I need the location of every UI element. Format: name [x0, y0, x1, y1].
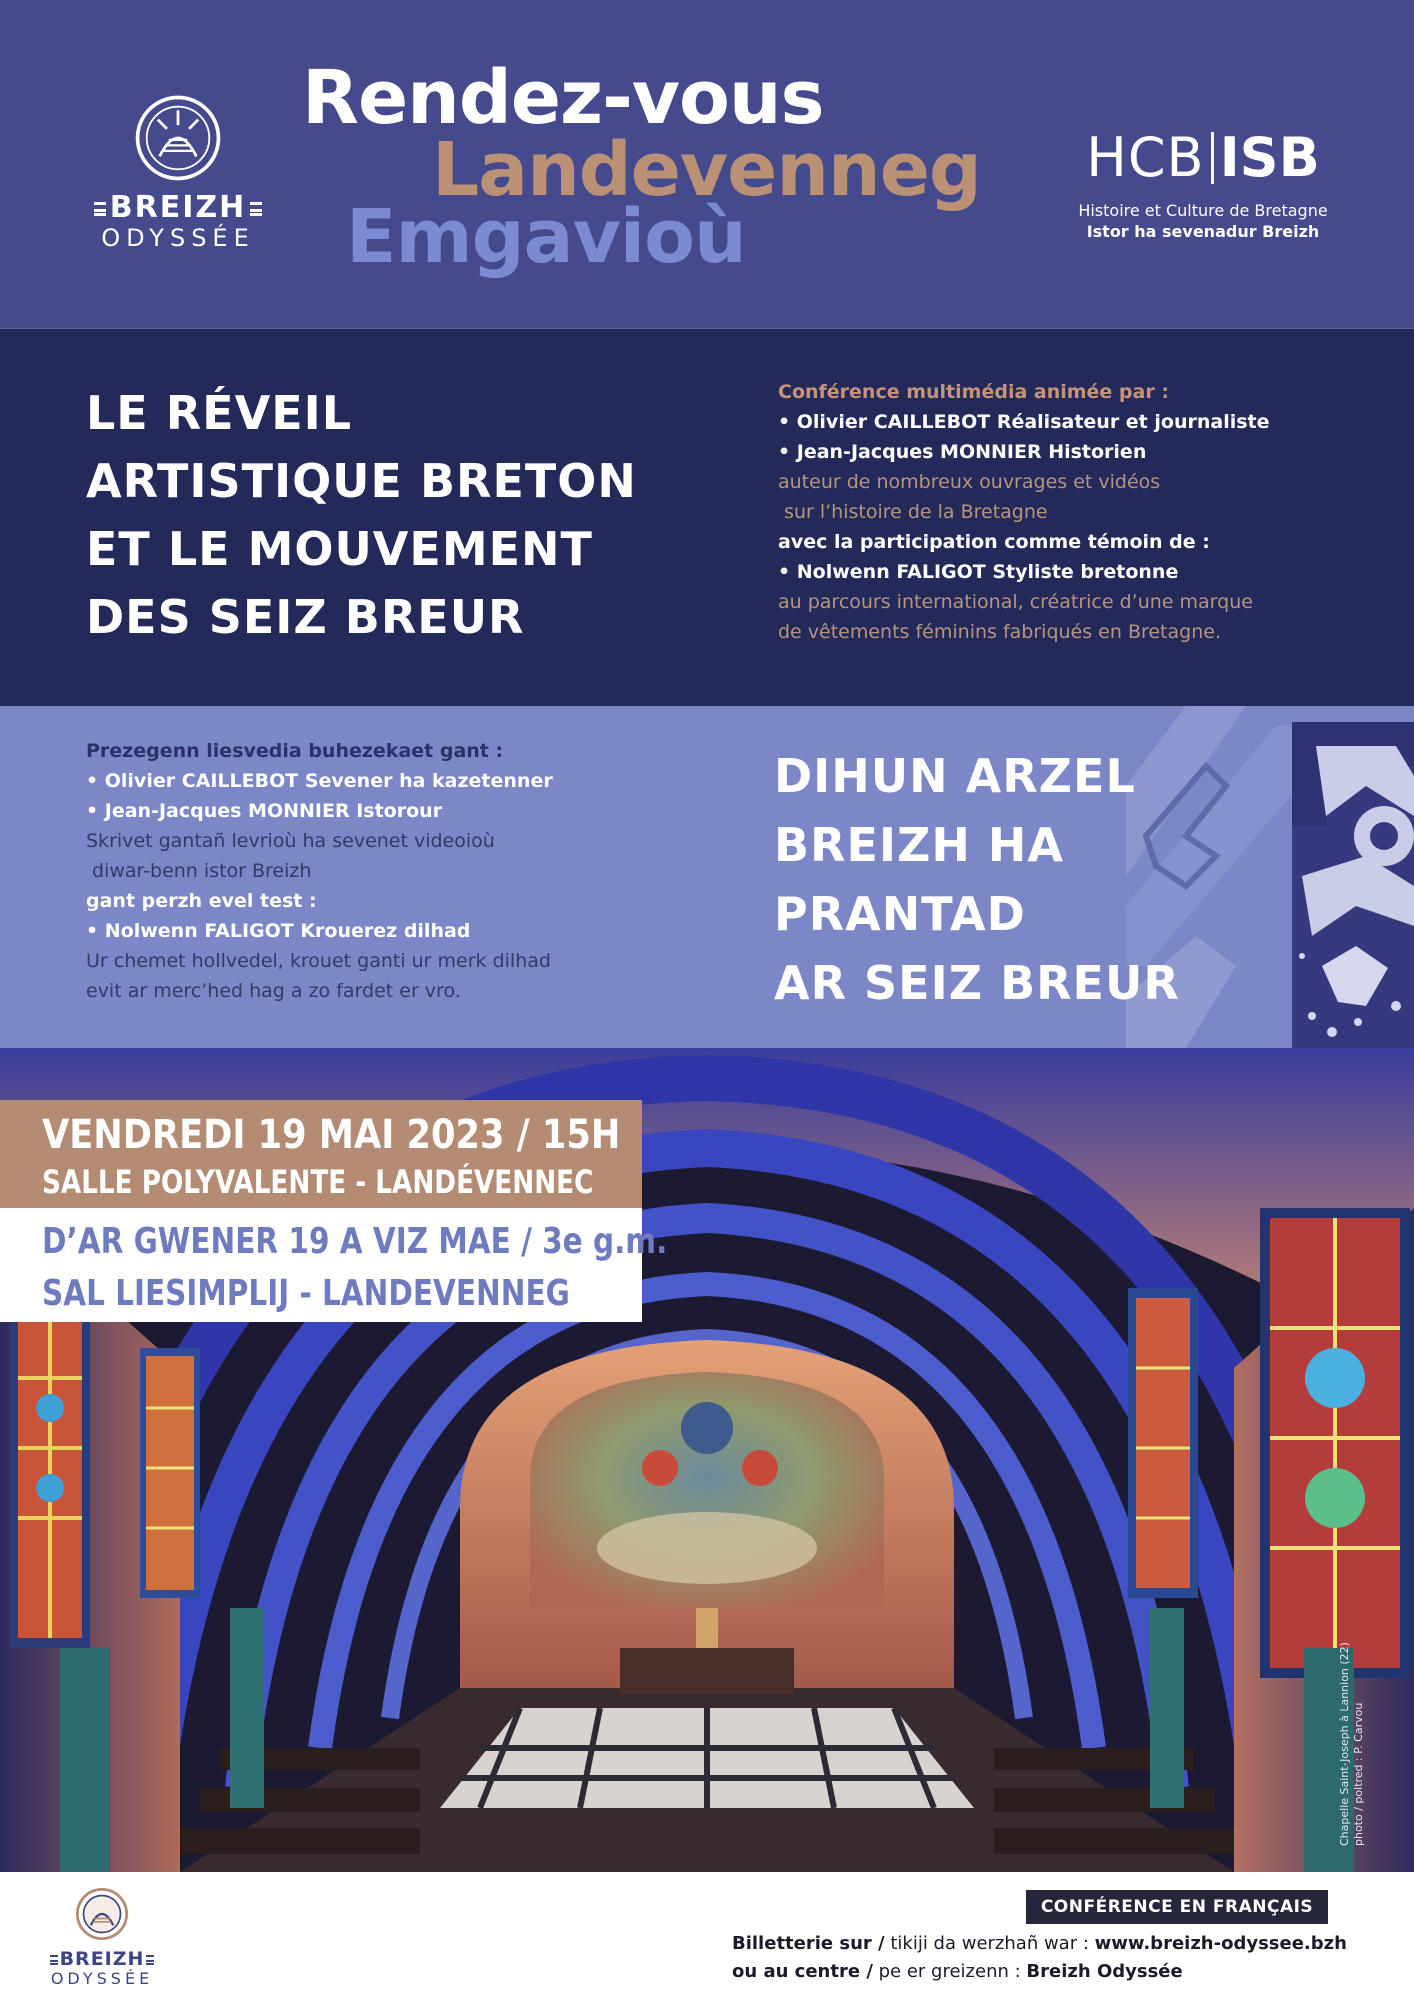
venue-br: SAL LIESIMPLIJ - LANDEVENNEG [42, 1273, 570, 1314]
breizh-odyssee-logo[interactable] [78, 92, 278, 252]
breton-title-line: BREIZH HA [774, 818, 1064, 872]
footer [0, 1872, 1414, 2000]
witness-heading-br: gant perzh evel test : [86, 890, 317, 912]
ticket-center-line: ou au centre / pe er greizenn : Breizh Odyssée [732, 1961, 1183, 1982]
venue-fr: SALLE POLYVALENTE - LANDÉVENNEC [42, 1163, 594, 1201]
speaker-monnier: • Jean-Jacques MONNIER Historien [778, 441, 1147, 463]
witness-faligot-desc: de vêtements féminins fabriqués en Bretagne. [778, 621, 1221, 643]
french-speakers [778, 377, 1398, 647]
breton-title-line: PRANTAD [774, 887, 1026, 941]
speaker-monnier-desc-br: diwar-benn istor Breizh [86, 860, 312, 882]
footer-logo-word-breizh: BREIZH [38, 1948, 166, 1970]
logo-word-odyssee: ODYSSÉE [101, 224, 255, 252]
witness-heading: avec la participation comme témoin de : [778, 531, 1210, 553]
speaker-monnier-desc: auteur de nombreux ouvrages et vidéos [778, 471, 1161, 493]
hcb-isb-logo[interactable] [1058, 128, 1348, 242]
ticket-online-line: Billetterie sur / tikiji da werzhañ war : www.breizh-odyssee.bzh [732, 1933, 1347, 1954]
photo-credit [1338, 1642, 1366, 1846]
french-title-line: DES SEIZ BREUR [86, 590, 525, 644]
event-date-breton [0, 1208, 668, 1322]
hcb-subtitle-fr: Histoire et Culture de Bretagne [1078, 201, 1328, 220]
breton-title-line: DIHUN ARZEL [774, 749, 1136, 803]
french-title-line: LE RÉVEIL [86, 386, 353, 440]
breton-section [0, 706, 1414, 1048]
witness-faligot-desc: au parcours international, créatrice d’une marque [778, 591, 1253, 613]
photo-credit-line: photo / poltred : P. Carvou [1352, 1702, 1365, 1846]
french-title-line: ET LE MOUVEMENT [86, 522, 593, 576]
footer-logo-word-odyssee: ODYSSÉE [50, 1969, 154, 1988]
breton-speakers [86, 736, 726, 1006]
french-section [0, 328, 1414, 706]
witness-faligot-desc-br: Ur chemet hollvedel, krouet ganti ur merk dilhad [86, 950, 551, 972]
photo-credit-line: Chapelle Saint-Joseph à Lannion (22) [1338, 1642, 1351, 1846]
breton-heading: Prezegenn liesvedia buhezekaet gant : [86, 740, 504, 762]
event-date-french [0, 1100, 642, 1208]
french-title [86, 379, 637, 651]
title-emgaviou: Emgavioù [346, 194, 746, 280]
speaker-caillebot-br: • Olivier CAILLEBOT Sevener ha kazetenner [86, 770, 553, 792]
ship-wheel-icon [74, 1886, 130, 1942]
breizh-odyssee-footer-logo[interactable] [38, 1886, 166, 1988]
date-time-br: D’AR GWENER 19 A VIZ MAE / 3e g.m. [42, 1221, 668, 1262]
witness-faligot-br: • Nolwenn FALIGOT Krouerez dilhad [86, 920, 471, 942]
speaker-monnier-desc: sur l’histoire de la Bretagne [778, 501, 1048, 523]
title-rendez-vous: Rendez-vous [302, 55, 824, 141]
hcb-isb-wordmark: HCB ISB [1086, 126, 1320, 189]
speaker-caillebot: • Olivier CAILLEBOT Réalisateur et journaliste [778, 411, 1270, 433]
ticketing-info [732, 1930, 1352, 1986]
ship-wheel-icon [132, 92, 224, 184]
ticket-url-link[interactable]: www.breizh-odyssee.bzh [1094, 1933, 1347, 1954]
french-heading: Conférence multimédia animée par : [778, 381, 1169, 403]
date-time-fr: VENDREDI 19 MAI 2023 / 15H [42, 1112, 621, 1158]
witness-faligot-desc-br: evit ar merc’hed hag a zo fardet er vro. [86, 980, 461, 1002]
header-banner [0, 0, 1414, 328]
title-landevenneg: Landevenneg [432, 127, 981, 213]
hcb-subtitle-br: Istor ha sevenadur Breizh [1086, 222, 1320, 241]
breton-title-line: AR SEIZ BREUR [774, 956, 1180, 1010]
speaker-monnier-desc-br: Skrivet gantañ levrioù ha sevenet videoioù [86, 830, 495, 852]
french-title-line: ARTISTIQUE BRETON [86, 454, 637, 508]
breton-title [774, 742, 1180, 1018]
logo-word-breizh: BREIZH [78, 192, 278, 224]
speaker-monnier-br: • Jean-Jacques MONNIER Istorour [86, 800, 443, 822]
witness-faligot: • Nolwenn FALIGOT Styliste bretonne [778, 561, 1179, 583]
language-badge: CONFÉRENCE EN FRANÇAIS [1026, 1890, 1328, 1924]
